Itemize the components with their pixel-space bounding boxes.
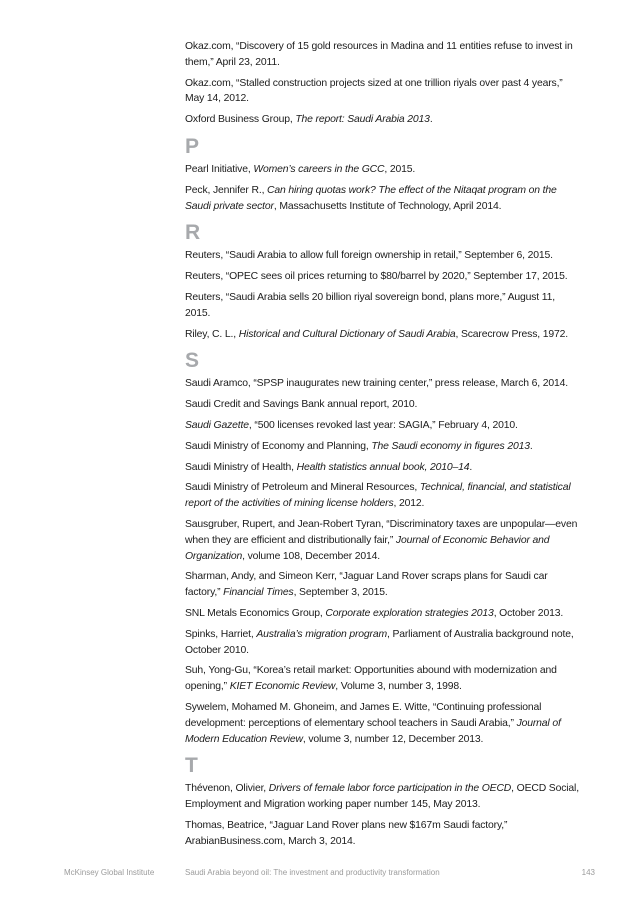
- reference-text: .: [429, 114, 433, 126]
- footer-report-title: Saudi Arabia beyond oil: The investment and productivity transformation: [185, 868, 440, 877]
- reference-text: .: [469, 461, 473, 473]
- section-letter-p: P: [185, 134, 199, 158]
- reference-text: , “500 licenses revoked last year: SAGIA,” February 4, 2010.: [248, 419, 518, 431]
- reference-entry: [185, 327, 580, 343]
- reference-text: , 2012.: [393, 498, 425, 510]
- reference-text: Reuters, “Saudi Arabia to allow full foreign ownership in retail,” September 6, 2015.: [185, 250, 553, 262]
- reference-entry: [185, 112, 580, 128]
- reference-text: , 2015.: [384, 163, 416, 175]
- reference-entry: [185, 76, 580, 108]
- reference-text: , OECD Social, Employment and Migration working paper number 145, May 2013.: [185, 783, 579, 811]
- reference-entry: [185, 183, 580, 215]
- reference-text: , volume 3, number 12, December 2013.: [302, 733, 484, 745]
- reference-text: Thomas, Beatrice, “Jaguar Land Rover plans new $167m Saudi factory,” ArabianBusiness.com, March 3, 2014.: [185, 819, 508, 847]
- section-letter-s: S: [185, 349, 199, 373]
- reference-entry: [185, 162, 580, 178]
- reference-text: Spinks, Harriet,: [185, 628, 257, 640]
- reference-title: Saudi Gazette: [185, 419, 249, 431]
- reference-entry: [185, 248, 580, 264]
- page-footer: [0, 868, 636, 882]
- reference-text: Thévenon, Olivier,: [185, 783, 269, 795]
- reference-text: , Massachusetts Institute of Technology, April 2014.: [273, 200, 502, 212]
- footer-organization: McKinsey Global Institute: [64, 868, 155, 877]
- reference-entry: [185, 606, 580, 622]
- reference-entry: [185, 700, 580, 747]
- reference-entry: [185, 569, 580, 601]
- reference-title: Technical, financial, and statistical report of the activities of mining license holders: [185, 482, 571, 510]
- reference-text: Reuters, “OPEC sees oil prices returning to $80/barrel by 2020,” September 17, 2015.: [185, 271, 568, 283]
- reference-title: Financial Times: [223, 587, 294, 599]
- reference-title: Journal of Modern Education Review: [185, 717, 561, 745]
- reference-entry: [185, 627, 580, 659]
- reference-text: Okaz.com, “Stalled construction projects sized at one trillion riyals over past 4 years,” May 14, 2012.: [185, 77, 563, 105]
- reference-text: Riley, C. L.,: [185, 328, 239, 340]
- reference-text: Suh, Yong-Gu, “Korea’s retail market: Opportunities abound with modernization and opening,”: [185, 665, 557, 693]
- reference-text: Pearl Initiative,: [185, 163, 254, 175]
- reference-text: .: [529, 440, 533, 452]
- reference-entry: [185, 460, 580, 476]
- reference-text: Oxford Business Group,: [185, 114, 296, 126]
- reference-title: Historical and Cultural Dictionary of Saudi Arabia: [238, 328, 456, 340]
- reference-text: Sausgruber, Rupert, and Jean-Robert Tyran, “Discriminatory taxes are unpopular—even when they are efficient and distributionally fair,”: [185, 518, 578, 546]
- reference-title: The report: Saudi Arabia 2013: [295, 114, 430, 126]
- reference-entry: [185, 269, 580, 285]
- reference-title: Australia’s migration program: [256, 628, 387, 640]
- reference-text: , Scarecrow Press, 1972.: [455, 328, 568, 340]
- reference-title: Journal of Economic Behavior and Organization: [185, 534, 550, 562]
- reference-entry: [185, 517, 580, 564]
- reference-text: , September 3, 2015.: [293, 587, 388, 599]
- reference-entry: [185, 418, 580, 434]
- reference-entry: [185, 818, 580, 850]
- bibliography: [185, 39, 580, 854]
- reference-text: , October 2013.: [493, 607, 564, 619]
- reference-entry: [185, 376, 580, 392]
- reference-text: Saudi Ministry of Petroleum and Mineral Resources,: [185, 482, 420, 494]
- reference-text: Okaz.com, “Discovery of 15 gold resources in Madina and 11 entities refuse to invest in them,” April 23, 2011.: [185, 41, 573, 68]
- reference-title: Women’s careers in the GCC: [253, 163, 385, 175]
- reference-entry: [185, 397, 580, 413]
- page-number: 143: [581, 868, 595, 877]
- reference-text: , Volume 3, number 3, 1998.: [335, 681, 462, 693]
- reference-text: SNL Metals Economics Group,: [185, 607, 326, 619]
- reference-text: Saudi Aramco, “SPSP inaugurates new training center,” press release, March 6, 2014.: [185, 378, 568, 390]
- reference-entry: [185, 480, 580, 512]
- reference-text: Saudi Credit and Savings Bank annual report, 2010.: [185, 399, 418, 411]
- reference-entry: [185, 39, 580, 71]
- reference-entry: [185, 663, 580, 695]
- reference-text: Saudi Ministry of Health,: [185, 461, 297, 473]
- section-letter-r: R: [185, 221, 201, 245]
- reference-title: Corporate exploration strategies 2013: [325, 607, 494, 619]
- reference-title: Health statistics annual book, 2010–14: [296, 461, 470, 473]
- reference-title: KIET Economic Review: [229, 681, 336, 693]
- reference-entry: [185, 439, 580, 455]
- reference-entry: [185, 290, 580, 322]
- reference-text: Sharman, Andy, and Simeon Kerr, “Jaguar Land Rover scraps plans for Saudi car factory,”: [185, 571, 548, 599]
- section-letter-t: T: [185, 754, 198, 778]
- reference-text: , Parliament of Australia background note, October 2010.: [185, 628, 574, 656]
- reference-text: Peck, Jennifer R.,: [185, 184, 268, 196]
- reference-text: Reuters, “Saudi Arabia sells 20 billion riyal sovereign bond, plans more,” August 11, 2015.: [185, 291, 555, 319]
- reference-title: Drivers of female labor force participation in the OECD: [268, 783, 512, 795]
- reference-title: The Saudi economy in figures 2013: [371, 440, 530, 452]
- reference-entry: [185, 781, 580, 813]
- reference-title: Can hiring quotas work? The effect of the Nitaqat program on the Saudi private sector: [185, 184, 557, 212]
- reference-text: , volume 108, December 2014.: [242, 550, 381, 562]
- reference-text: Sywelem, Mohamed M. Ghoneim, and James E. Witte, “Continuing professional development: perceptions of elementary school teachers in Saudi Arabia,”: [185, 701, 542, 729]
- reference-text: Saudi Ministry of Economy and Planning,: [185, 440, 372, 452]
